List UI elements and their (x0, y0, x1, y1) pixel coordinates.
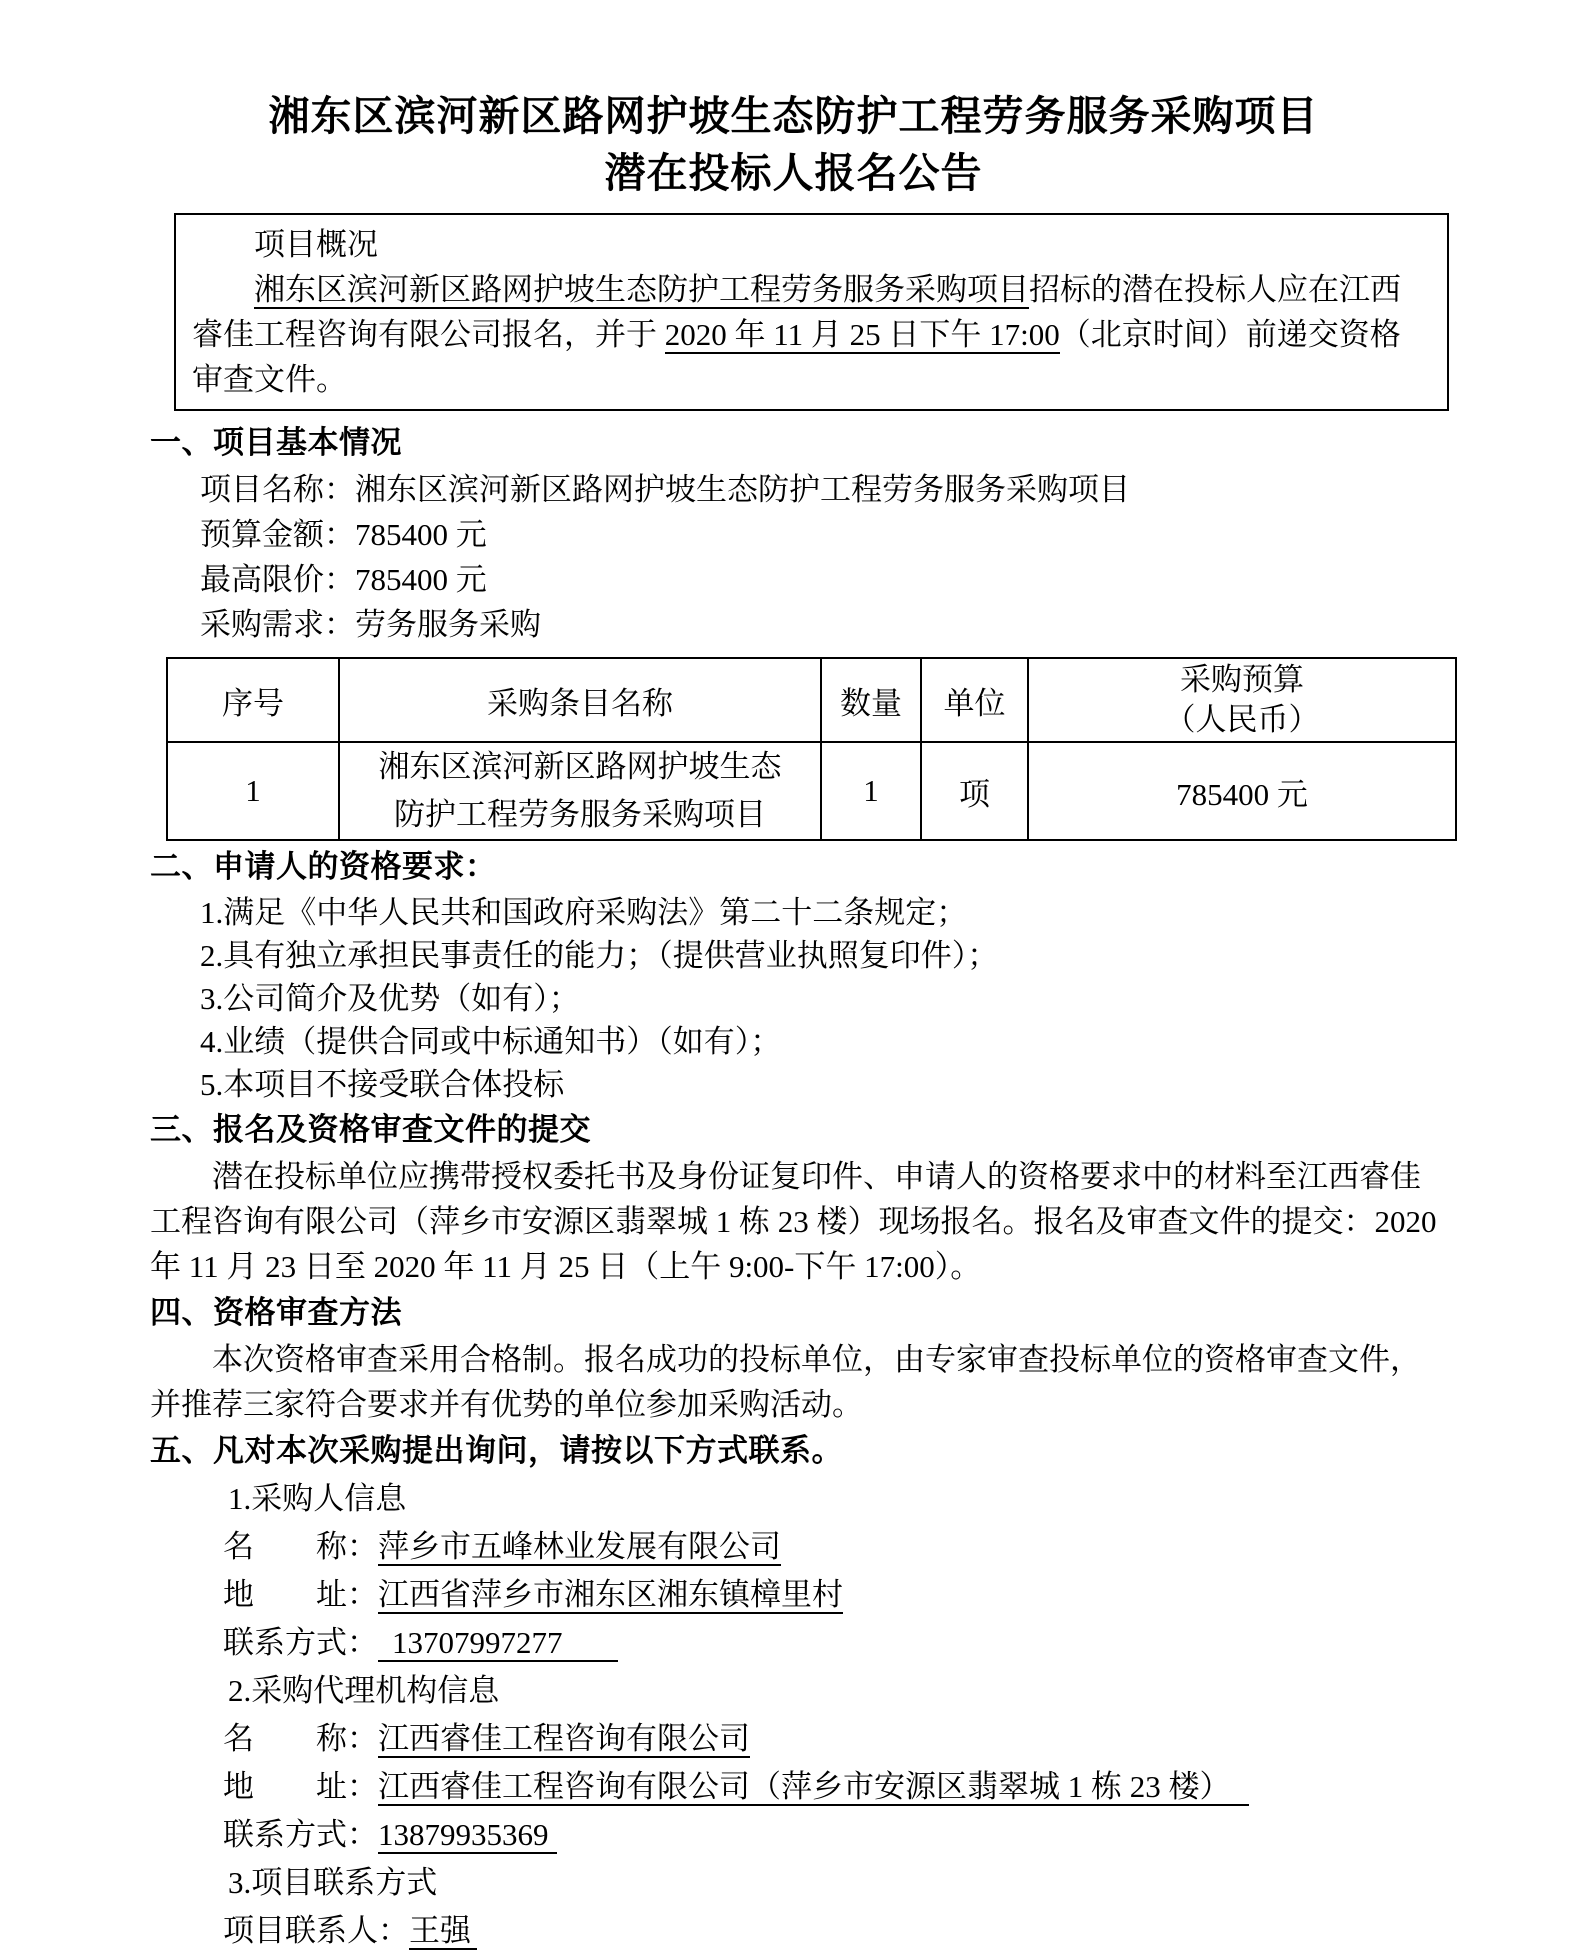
max-price-line: 最高限价：785400 元 (200, 562, 487, 597)
agency-name-value: 江西睿佳工程咨询有限公司 (378, 1721, 750, 1756)
agency-name-label: 名 称： (223, 1721, 378, 1756)
requirement-item-3: 3.公司简介及优势（如有）； (200, 981, 580, 1016)
table-header-row (167, 658, 1456, 742)
header-item-name: 采购条目名称 (339, 658, 821, 742)
section3-paragraph: 潜在投标单位应携带授权委托书及身份证复印件、申请人的资格要求中的材料至江西睿佳工程咨询有限公司（萍乡市安源区翡翠城 1 栋 23 楼）现场报名。报名及审查文件的提交：2020 年 11 月 23 日至 2020 年 11 月 25 日（上午 9:00-下午 17:00）。 (150, 1159, 1437, 1284)
procurement-demand-line: 采购需求：劳务服务采购 (200, 607, 541, 642)
agency-contact-line (223, 1811, 1437, 1859)
project-contact-person-label: 项目联系人： (223, 1913, 409, 1948)
overview-paragraph (192, 267, 1431, 402)
header-budget-line1: 采购预算 (1180, 662, 1304, 697)
purchaser-name-value: 萍乡市五峰林业发展有限公司 (378, 1529, 781, 1564)
header-index: 序号 (167, 658, 339, 742)
requirement-item-4: 4.业绩（提供合同或中标通知书）（如有）； (200, 1024, 782, 1059)
header-unit: 单位 (921, 658, 1028, 742)
purchaser-info-subtitle: 1.采购人信息 (228, 1481, 407, 1516)
requirement-item-2: 2.具有独立承担民事责任的能力；（提供营业执照复印件）； (200, 938, 999, 973)
overview-project-name: 湘东区滨河新区路网护坡生态防护工程劳务服务采购项目 (254, 272, 1029, 307)
procurement-items-table (166, 657, 1457, 841)
purchaser-address-line (223, 1571, 1437, 1619)
overview-deadline: 2020 年 11 月 25 日下午 17:00 (664, 317, 1060, 352)
section3-heading: 三、报名及资格审查文件的提交 (150, 1112, 591, 1147)
section4-heading: 四、资格审查方法 (150, 1295, 402, 1330)
header-budget-line2: （人民币） (1164, 702, 1320, 737)
agency-address-value: 江西睿佳工程咨询有限公司（萍乡市安源区翡翠城 1 栋 23 楼） (378, 1769, 1249, 1806)
agency-address-line (223, 1763, 1437, 1811)
cell-quantity: 1 (821, 742, 921, 840)
table-row (167, 742, 1456, 840)
project-name-line: 项目名称：湘东区滨河新区路网护坡生态防护工程劳务服务采购项目 (200, 472, 1130, 507)
agency-contact-label: 联系方式： (223, 1817, 378, 1852)
purchaser-address-label: 地 址： (223, 1577, 378, 1612)
purchaser-contact-label: 联系方式： (223, 1625, 378, 1660)
section2-heading: 二、申请人的资格要求： (150, 849, 497, 884)
cell-item-name (339, 742, 821, 840)
page-title (150, 88, 1437, 202)
agency-phone-value: 13879935369 (378, 1817, 557, 1854)
agency-name-line (223, 1715, 1437, 1763)
cell-index: 1 (167, 742, 339, 840)
cell-unit: 项 (921, 742, 1028, 840)
purchaser-contact-line (223, 1619, 1437, 1667)
section4-paragraph: 本次资格审查采用合格制。报名成功的投标单位，由专家审查投标单位的资格审查文件，并推荐三家符合要求并有优势的单位参加采购活动。 (150, 1342, 1421, 1422)
cell-item-name-text: 湘东区滨河新区路网护坡生态防护工程劳务服务采购项目 (378, 749, 782, 832)
agency-address-label: 地 址： (223, 1769, 378, 1804)
purchaser-name-label: 名 称： (223, 1529, 378, 1564)
purchaser-phone-value: 13707997277 (378, 1625, 618, 1662)
agency-info-subtitle: 2.采购代理机构信息 (228, 1673, 500, 1708)
project-contact-subtitle: 3.项目联系方式 (228, 1865, 438, 1900)
overview-text-1: 招标的潜在投标人应在江西睿佳工程咨询有限公司报名，并于 (192, 272, 1401, 352)
header-budget (1028, 658, 1456, 742)
requirement-item-1: 1.满足《中华人民共和国政府采购法》第二十二条规定； (200, 895, 968, 930)
purchaser-name-line (223, 1523, 1437, 1571)
section5-heading: 五、凡对本次采购提出询问，请按以下方式联系。 (150, 1433, 843, 1468)
purchaser-address-value: 江西省萍乡市湘东区湘东镇樟里村 (378, 1577, 843, 1612)
project-contact-person-value: 王强 (409, 1913, 477, 1950)
project-overview-box (174, 213, 1449, 411)
section1-heading: 一、项目基本情况 (150, 425, 402, 460)
overview-label: 项目概况 (254, 227, 378, 262)
cell-budget: 785400 元 (1028, 742, 1456, 840)
project-contact-person-line (223, 1907, 1437, 1955)
overview-text-2: （北京时间）前递交资格审查文件。 (192, 317, 1401, 397)
page-title-line2: 潜在投标人报名公告 (604, 150, 983, 196)
requirement-item-5: 5.本项目不接受联合体投标 (200, 1067, 565, 1102)
page-title-line1: 湘东区滨河新区路网护坡生态防护工程劳务服务采购项目 (268, 93, 1319, 139)
header-quantity: 数量 (821, 658, 921, 742)
budget-amount-line: 预算金额：785400 元 (200, 517, 487, 552)
